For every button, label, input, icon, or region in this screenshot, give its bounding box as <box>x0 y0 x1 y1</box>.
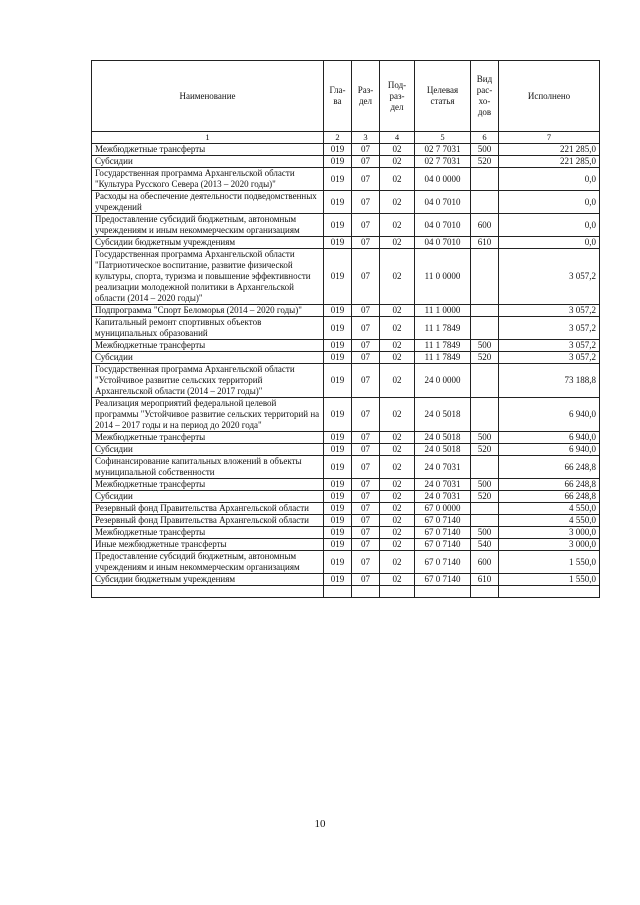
row-razdel-cell: 07 <box>352 551 380 574</box>
row-name-cell: Расходы на обеспечение деятельности подведомственных учреждений <box>92 191 324 214</box>
column-number: 6 <box>471 132 499 144</box>
row-amount-cell: 73 188,8 <box>499 364 600 398</box>
row-tselevaya-cell: 67 0 7140 <box>415 574 471 586</box>
row-vid-cell <box>471 364 499 398</box>
table-row <box>92 249 600 305</box>
row-razdel-cell: 07 <box>352 340 380 352</box>
row-name-cell: Резервный фонд Правительства Архангельской области <box>92 515 324 527</box>
table-row <box>92 398 600 432</box>
page-number: 10 <box>314 818 326 830</box>
row-vid-cell: 540 <box>471 539 499 551</box>
row-vid-cell <box>471 317 499 340</box>
table-row <box>92 317 600 340</box>
row-tselevaya-cell: 04 0 7010 <box>415 237 471 249</box>
row-tselevaya-cell: 67 0 7140 <box>415 527 471 539</box>
empty-cell <box>415 586 471 598</box>
row-glava-cell: 019 <box>324 156 352 168</box>
row-podrazdel-cell: 02 <box>380 214 415 237</box>
row-podrazdel-cell: 02 <box>380 503 415 515</box>
header-name: Наименование <box>92 61 324 132</box>
row-razdel-cell: 07 <box>352 249 380 305</box>
row-tselevaya-cell: 24 0 5018 <box>415 398 471 432</box>
row-tselevaya-cell: 02 7 7031 <box>415 144 471 156</box>
header-razdel: Раз- дел <box>352 61 380 132</box>
row-vid-cell <box>471 398 499 432</box>
empty-cell <box>352 586 380 598</box>
row-name-cell: Капитальный ремонт спортивных объектов муниципальных образований <box>92 317 324 340</box>
row-vid-cell: 500 <box>471 340 499 352</box>
budget-table-sheet <box>91 60 599 598</box>
row-glava-cell: 019 <box>324 191 352 214</box>
row-vid-cell <box>471 168 499 191</box>
row-tselevaya-cell: 11 0 0000 <box>415 249 471 305</box>
header-podrazdel: Под- раз- дел <box>380 61 415 132</box>
row-name-cell: Субсидии <box>92 156 324 168</box>
row-podrazdel-cell: 02 <box>380 156 415 168</box>
empty-cell <box>380 586 415 598</box>
row-podrazdel-cell: 02 <box>380 539 415 551</box>
row-razdel-cell: 07 <box>352 574 380 586</box>
row-amount-cell: 6 940,0 <box>499 444 600 456</box>
header-vid: Вид рас- хо- дов <box>471 61 499 132</box>
row-glava-cell: 019 <box>324 364 352 398</box>
row-razdel-cell: 07 <box>352 317 380 340</box>
row-glava-cell: 019 <box>324 456 352 479</box>
row-tselevaya-cell: 67 0 7140 <box>415 551 471 574</box>
table-row <box>92 456 600 479</box>
row-name-cell: Государственная программа Архангельской области "Устойчивое развитие сельских территорий Архангельской области (2014 – 2017 годы)" <box>92 364 324 398</box>
table-row <box>92 491 600 503</box>
row-razdel-cell: 07 <box>352 479 380 491</box>
row-podrazdel-cell: 02 <box>380 144 415 156</box>
row-vid-cell: 520 <box>471 156 499 168</box>
row-podrazdel-cell: 02 <box>380 432 415 444</box>
row-vid-cell <box>471 191 499 214</box>
row-razdel-cell: 07 <box>352 444 380 456</box>
row-name-cell: Предоставление субсидий бюджетным, автономным учреждениям и иным некоммерческим организациям <box>92 551 324 574</box>
row-glava-cell: 019 <box>324 305 352 317</box>
row-razdel-cell: 07 <box>352 191 380 214</box>
row-vid-cell: 610 <box>471 237 499 249</box>
row-podrazdel-cell: 02 <box>380 317 415 340</box>
row-glava-cell: 019 <box>324 317 352 340</box>
table-row <box>92 191 600 214</box>
row-amount-cell: 3 000,0 <box>499 539 600 551</box>
row-razdel-cell: 07 <box>352 305 380 317</box>
row-podrazdel-cell: 02 <box>380 352 415 364</box>
table-row-empty <box>92 586 600 598</box>
row-vid-cell: 600 <box>471 214 499 237</box>
empty-cell <box>471 586 499 598</box>
row-vid-cell <box>471 503 499 515</box>
row-amount-cell: 1 550,0 <box>499 551 600 574</box>
table-row <box>92 340 600 352</box>
row-razdel-cell: 07 <box>352 214 380 237</box>
budget-table <box>91 60 600 598</box>
row-glava-cell: 019 <box>324 551 352 574</box>
row-podrazdel-cell: 02 <box>380 491 415 503</box>
row-podrazdel-cell: 02 <box>380 444 415 456</box>
row-name-cell: Резервный фонд Правительства Архангельской области <box>92 503 324 515</box>
row-amount-cell: 3 000,0 <box>499 527 600 539</box>
row-razdel-cell: 07 <box>352 156 380 168</box>
row-razdel-cell: 07 <box>352 456 380 479</box>
row-tselevaya-cell: 24 0 7031 <box>415 456 471 479</box>
table-row <box>92 503 600 515</box>
row-vid-cell <box>471 515 499 527</box>
row-tselevaya-cell: 11 1 7849 <box>415 317 471 340</box>
row-razdel-cell: 07 <box>352 539 380 551</box>
row-glava-cell: 019 <box>324 515 352 527</box>
row-podrazdel-cell: 02 <box>380 398 415 432</box>
column-number: 2 <box>324 132 352 144</box>
empty-cell <box>324 586 352 598</box>
row-glava-cell: 019 <box>324 398 352 432</box>
row-glava-cell: 019 <box>324 503 352 515</box>
row-glava-cell: 019 <box>324 144 352 156</box>
table-row <box>92 444 600 456</box>
row-amount-cell: 6 940,0 <box>499 432 600 444</box>
column-number-row <box>92 132 600 144</box>
row-name-cell: Субсидии <box>92 491 324 503</box>
table-row <box>92 305 600 317</box>
row-tselevaya-cell: 04 0 7010 <box>415 214 471 237</box>
row-tselevaya-cell: 24 0 5018 <box>415 432 471 444</box>
table-row <box>92 574 600 586</box>
row-tselevaya-cell: 24 0 5018 <box>415 444 471 456</box>
table-row <box>92 527 600 539</box>
row-razdel-cell: 07 <box>352 527 380 539</box>
row-name-cell: Межбюджетные трансферты <box>92 432 324 444</box>
row-vid-cell: 500 <box>471 527 499 539</box>
table-row <box>92 479 600 491</box>
row-tselevaya-cell: 11 1 0000 <box>415 305 471 317</box>
row-podrazdel-cell: 02 <box>380 574 415 586</box>
row-amount-cell: 66 248,8 <box>499 479 600 491</box>
row-amount-cell: 3 057,2 <box>499 249 600 305</box>
row-name-cell: Межбюджетные трансферты <box>92 144 324 156</box>
header-glava: Гла- ва <box>324 61 352 132</box>
row-amount-cell: 4 550,0 <box>499 503 600 515</box>
row-razdel-cell: 07 <box>352 515 380 527</box>
row-name-cell: Субсидии <box>92 444 324 456</box>
empty-cell <box>92 586 324 598</box>
row-razdel-cell: 07 <box>352 168 380 191</box>
row-amount-cell: 0,0 <box>499 168 600 191</box>
row-tselevaya-cell: 11 1 7849 <box>415 340 471 352</box>
row-name-cell: Субсидии <box>92 352 324 364</box>
column-number: 7 <box>499 132 600 144</box>
row-name-cell: Иные межбюджетные трансферты <box>92 539 324 551</box>
table-row <box>92 364 600 398</box>
row-razdel-cell: 07 <box>352 364 380 398</box>
row-vid-cell: 520 <box>471 491 499 503</box>
row-name-cell: Межбюджетные трансферты <box>92 479 324 491</box>
row-podrazdel-cell: 02 <box>380 237 415 249</box>
row-podrazdel-cell: 02 <box>380 515 415 527</box>
row-tselevaya-cell: 02 7 7031 <box>415 156 471 168</box>
row-amount-cell: 66 248,8 <box>499 456 600 479</box>
row-vid-cell: 500 <box>471 479 499 491</box>
row-amount-cell: 221 285,0 <box>499 144 600 156</box>
table-row <box>92 515 600 527</box>
table-header-row <box>92 61 600 132</box>
row-razdel-cell: 07 <box>352 398 380 432</box>
row-tselevaya-cell: 24 0 0000 <box>415 364 471 398</box>
row-vid-cell: 520 <box>471 444 499 456</box>
row-glava-cell: 019 <box>324 168 352 191</box>
row-razdel-cell: 07 <box>352 503 380 515</box>
row-glava-cell: 019 <box>324 432 352 444</box>
row-vid-cell: 500 <box>471 144 499 156</box>
header-ispolneno: Исполнено <box>499 61 600 132</box>
table-row <box>92 551 600 574</box>
row-tselevaya-cell: 04 0 7010 <box>415 191 471 214</box>
column-number: 4 <box>380 132 415 144</box>
row-podrazdel-cell: 02 <box>380 456 415 479</box>
row-name-cell: Реализация мероприятий федеральной целевой программы "Устойчивое развитие сельских территорий на 2014 – 2017 годы и на период до 2020 года" <box>92 398 324 432</box>
row-name-cell: Государственная программа Архангельской области "Культура Русского Севера (2013 – 2020 годы)" <box>92 168 324 191</box>
row-tselevaya-cell: 67 0 7140 <box>415 539 471 551</box>
row-glava-cell: 019 <box>324 214 352 237</box>
table-row <box>92 237 600 249</box>
table-row <box>92 144 600 156</box>
header-tselevaya: Целевая статья <box>415 61 471 132</box>
table-body <box>92 144 600 586</box>
row-amount-cell: 3 057,2 <box>499 340 600 352</box>
row-amount-cell: 3 057,2 <box>499 352 600 364</box>
row-amount-cell: 221 285,0 <box>499 156 600 168</box>
row-name-cell: Субсидии бюджетным учреждениям <box>92 237 324 249</box>
table-row <box>92 432 600 444</box>
row-vid-cell: 520 <box>471 352 499 364</box>
row-glava-cell: 019 <box>324 491 352 503</box>
row-vid-cell <box>471 456 499 479</box>
row-name-cell: Субсидии бюджетным учреждениям <box>92 574 324 586</box>
row-amount-cell: 6 940,0 <box>499 398 600 432</box>
row-podrazdel-cell: 02 <box>380 527 415 539</box>
empty-cell <box>499 586 600 598</box>
row-amount-cell: 4 550,0 <box>499 515 600 527</box>
row-name-cell: Софинансирование капитальных вложений в объекты муниципальной собственности <box>92 456 324 479</box>
row-name-cell: Межбюджетные трансферты <box>92 340 324 352</box>
row-podrazdel-cell: 02 <box>380 305 415 317</box>
row-name-cell: Подпрограмма "Спорт Беломорья (2014 – 2020 годы)" <box>92 305 324 317</box>
row-vid-cell <box>471 249 499 305</box>
row-amount-cell: 3 057,2 <box>499 317 600 340</box>
row-glava-cell: 019 <box>324 527 352 539</box>
row-glava-cell: 019 <box>324 352 352 364</box>
row-razdel-cell: 07 <box>352 352 380 364</box>
row-podrazdel-cell: 02 <box>380 168 415 191</box>
row-glava-cell: 019 <box>324 479 352 491</box>
row-podrazdel-cell: 02 <box>380 551 415 574</box>
row-vid-cell: 610 <box>471 574 499 586</box>
row-glava-cell: 019 <box>324 444 352 456</box>
row-razdel-cell: 07 <box>352 491 380 503</box>
row-tselevaya-cell: 11 1 7849 <box>415 352 471 364</box>
row-podrazdel-cell: 02 <box>380 249 415 305</box>
row-amount-cell: 66 248,8 <box>499 491 600 503</box>
row-glava-cell: 019 <box>324 249 352 305</box>
row-tselevaya-cell: 04 0 0000 <box>415 168 471 191</box>
row-tselevaya-cell: 24 0 7031 <box>415 491 471 503</box>
row-glava-cell: 019 <box>324 574 352 586</box>
column-number: 1 <box>92 132 324 144</box>
table-row <box>92 214 600 237</box>
row-razdel-cell: 07 <box>352 144 380 156</box>
row-podrazdel-cell: 02 <box>380 479 415 491</box>
row-podrazdel-cell: 02 <box>380 364 415 398</box>
row-name-cell: Межбюджетные трансферты <box>92 527 324 539</box>
row-name-cell: Предоставление субсидий бюджетным, автономным учреждениям и иным некоммерческим организациям <box>92 214 324 237</box>
row-amount-cell: 0,0 <box>499 237 600 249</box>
row-razdel-cell: 07 <box>352 237 380 249</box>
row-podrazdel-cell: 02 <box>380 340 415 352</box>
row-razdel-cell: 07 <box>352 432 380 444</box>
row-amount-cell: 1 550,0 <box>499 574 600 586</box>
row-podrazdel-cell: 02 <box>380 191 415 214</box>
row-vid-cell <box>471 305 499 317</box>
column-number: 5 <box>415 132 471 144</box>
row-amount-cell: 0,0 <box>499 191 600 214</box>
row-tselevaya-cell: 67 0 0000 <box>415 503 471 515</box>
row-tselevaya-cell: 24 0 7031 <box>415 479 471 491</box>
row-glava-cell: 019 <box>324 237 352 249</box>
row-glava-cell: 019 <box>324 539 352 551</box>
row-glava-cell: 019 <box>324 340 352 352</box>
row-tselevaya-cell: 67 0 7140 <box>415 515 471 527</box>
row-amount-cell: 0,0 <box>499 214 600 237</box>
table-row <box>92 168 600 191</box>
table-row <box>92 156 600 168</box>
column-number: 3 <box>352 132 380 144</box>
row-amount-cell: 3 057,2 <box>499 305 600 317</box>
table-row <box>92 352 600 364</box>
row-vid-cell: 600 <box>471 551 499 574</box>
table-row <box>92 539 600 551</box>
row-vid-cell: 500 <box>471 432 499 444</box>
row-name-cell: Государственная программа Архангельской области "Патриотическое воспитание, развитие физической культуры, спорта, туризма и повышение эффективности реализации молодежной политики в Архангельской области (2014 – 2020 годы)" <box>92 249 324 305</box>
